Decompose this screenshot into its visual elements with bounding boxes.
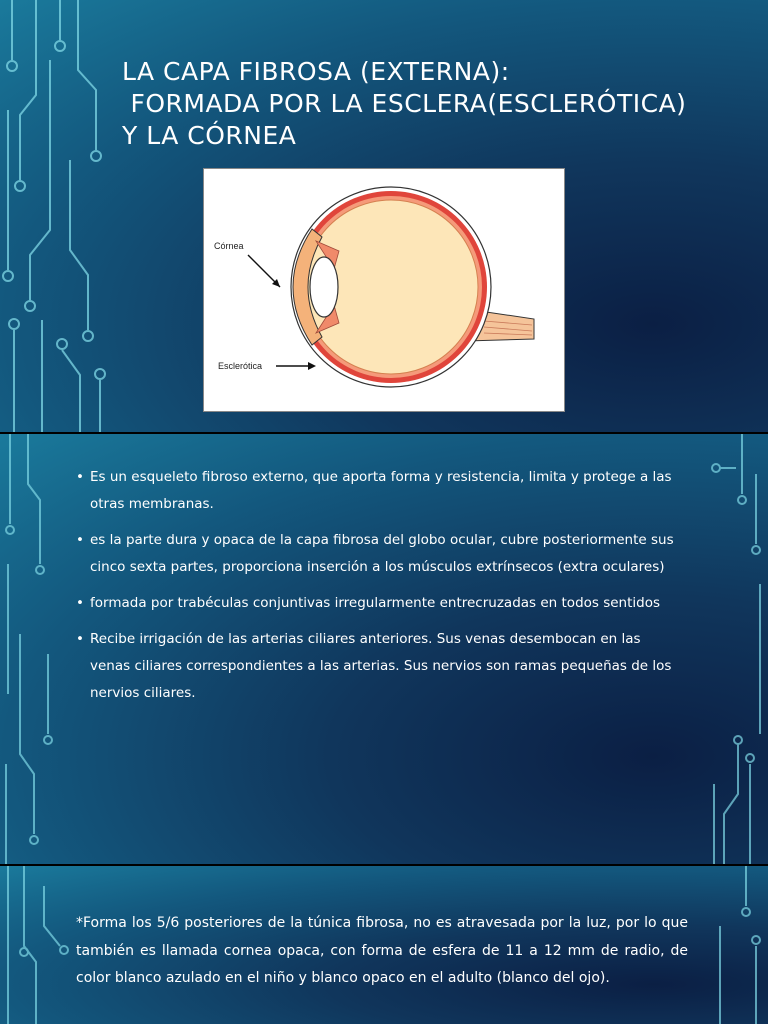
eye-diagram-icon bbox=[204, 169, 564, 411]
eye-diagram bbox=[203, 168, 565, 412]
bullet-list bbox=[76, 464, 676, 716]
circuit-decoration-left bbox=[0, 434, 80, 864]
label-esclerotica: Esclerótica bbox=[218, 361, 263, 371]
circuit-decoration-left bbox=[0, 0, 110, 432]
list-item: • es la parte dura y opaca de la capa fibrosa del globo ocular, cubre posteriormente sus cinco sexta partes, proporciona inserción a los músculos extrínsecos (extra oculares) bbox=[76, 527, 676, 581]
circuit-decoration-right bbox=[690, 434, 768, 864]
note-text: *Forma los 5/6 posteriores de la túnica fibrosa, no es atravesada por la luz, por lo que también es llamada cornea opaca, con forma de esfera de 11 a 12 mm de radio, de color blanco azulado en el niño y blanco opaco en el adulto (blanco del ojo). bbox=[76, 915, 688, 986]
circuit-decoration-right bbox=[700, 866, 768, 1024]
circuit-decoration-left bbox=[0, 866, 80, 1024]
slide-1 bbox=[0, 0, 768, 432]
title-line-2: FORMADA POR LA ESCLERA(ESCLERÓTICA) bbox=[122, 89, 687, 118]
list-item: • Recibe irrigación de las arterias ciliares anteriores. Sus venas desembocan en las venas ciliares correspondientes a las arterias. Sus nervios son ramas pequeñas de los nervios ciliares. bbox=[76, 626, 676, 707]
title-line-3: Y LA CÓRNEA bbox=[122, 121, 297, 150]
title-line-1: LA CAPA FIBROSA (EXTERNA): bbox=[122, 57, 510, 86]
list-item: • formada por trabéculas conjuntivas irregularmente entrecruzadas en todos sentidos bbox=[76, 590, 676, 617]
slide-3 bbox=[0, 866, 768, 1024]
list-item: • Es un esqueleto fibroso externo, que aporta forma y resistencia, limita y protege a las otras membranas. bbox=[76, 464, 676, 518]
label-cornea: Córnea bbox=[214, 241, 244, 251]
slide-2 bbox=[0, 434, 768, 864]
slide-title bbox=[122, 56, 752, 152]
